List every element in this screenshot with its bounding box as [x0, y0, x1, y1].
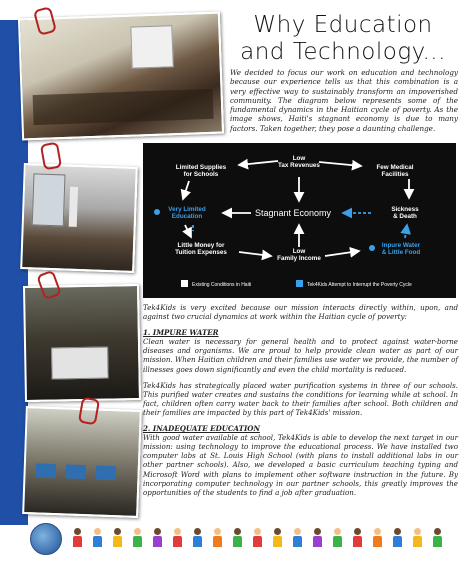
node-bottom-left: Little Money for Tuition Expenses — [175, 242, 227, 256]
section-2-heading: 2. INADEQUATE EDUCATION — [143, 424, 260, 434]
kid-figure-icon — [172, 528, 182, 548]
node-top: Low Tax Revenues — [278, 155, 320, 169]
tek4kids-dot — [369, 245, 375, 251]
kid-figure-icon — [192, 528, 202, 548]
arrow — [319, 162, 361, 166]
kid-figure-icon — [152, 528, 162, 548]
photo-student-laptop — [23, 284, 141, 402]
arrow — [239, 161, 278, 165]
legend-tek4kids: Tek4Kids Attempt to Interrupt the Poverty Cycle — [307, 282, 412, 288]
node-top-left: Limited Supplies for Schools — [175, 164, 227, 178]
section-1-paragraph-1: Clean water is necessary for general health and to protect against water-borne diseases and organisms. We are proud to help provide clean water as part of our mission. When Haitian children and their families use water we provide, the number of illnesses goes down significantly and even the child mortality is reduced. — [143, 337, 458, 374]
arrow — [183, 181, 189, 199]
title-line-2: and Technology... — [240, 39, 446, 65]
section-2-paragraph-1: With good water available at school, Tek4Kids is able to develop the next target in our mission: using technology to improve the educational process. We have installed two computer labs at St. Louis High School (with plans to install additional labs in our other partner schools). Also, we developed a basic curriculum teaching typing and Microsoft Word with plans to implement other software instruction in the future. By incorporating computer technology in our partner schools, this greatly improves the opportunities of the students to find a job after graduation. — [143, 433, 458, 497]
kid-figure-icon — [312, 528, 322, 548]
section-1-heading: 1. IMPURE WATER — [143, 328, 219, 338]
kid-figure-icon — [272, 528, 282, 548]
kid-figure-icon — [92, 528, 102, 548]
node-top-right: Few Medical Facilities — [376, 164, 414, 178]
kid-figure-icon — [112, 528, 122, 548]
tek4kids-dot — [154, 209, 160, 215]
kid-figure-icon — [292, 528, 302, 548]
kid-figure-icon — [132, 528, 142, 548]
whiteboard — [130, 25, 173, 68]
legend-existing: Existing Conditions in Haiti — [192, 282, 252, 288]
section-1-paragraph-2: Tek4Kids has strategically placed water purification systems in three of our schools. This purified water creates and sustains the conditions for learning while at school. In fact, children often carry water back to their families after school. Both children and their families are impacted by this part of Tek4Kids' mission. — [143, 380, 458, 417]
kid-figure-icon — [372, 528, 382, 548]
kid-figure-icon — [432, 528, 442, 548]
pipe — [69, 187, 78, 227]
students-row — [33, 89, 214, 125]
monitor — [65, 464, 85, 479]
node-bottom-right: Inpure Water & Little Food — [381, 242, 421, 256]
node-center: Stagnant Economy — [254, 208, 332, 218]
node-right: Sickness & Death — [391, 206, 419, 220]
node-left: Very Limited Education — [168, 206, 206, 220]
kid-figure-icon — [332, 528, 342, 548]
poverty-cycle-diagram — [143, 143, 456, 298]
page-title — [228, 12, 458, 66]
kid-figure-icon — [352, 528, 362, 548]
body-text — [143, 303, 458, 504]
arrow — [185, 225, 191, 237]
arrow — [325, 251, 359, 256]
kid-figure-icon — [212, 528, 222, 548]
kid-figure-icon — [392, 528, 402, 548]
intro-paragraph: We decided to focus our work on education and technology because our experience tells us that this combination is a very effective way to sustainably transform an impoverished community. The diagram below represents some of the fundamental dynamics in the Haitian cycle of poverty. As the image shows, Haiti's stagnant economy is due to many factors. Taken together, they pose a daunting challenge. — [230, 68, 458, 133]
kid-figure-icon — [412, 528, 422, 548]
kid-figure-icon — [232, 528, 242, 548]
node-bottom: Low Family Income — [277, 248, 321, 262]
photo-water-system — [20, 163, 138, 273]
legend-swatch-tek4kids — [296, 280, 303, 287]
legend-swatch-existing — [181, 280, 188, 287]
water-tank — [32, 173, 66, 226]
title-line-1: Why Education — [253, 12, 433, 38]
arrow — [405, 225, 407, 238]
kid-figure-icon — [252, 528, 262, 548]
lead-paragraph: Tek4Kids is very excited because our mission interacts directly within, upon, and against two crucial dynamics at work within the Haitian cycle of poverty: — [143, 303, 458, 322]
globe-logo-icon — [30, 523, 62, 555]
monitor — [95, 465, 115, 480]
arrow — [239, 252, 271, 256]
paperclip-icon — [40, 142, 62, 171]
monitor — [35, 463, 55, 478]
kid-figure-icon — [72, 528, 82, 548]
laptop — [51, 347, 109, 380]
